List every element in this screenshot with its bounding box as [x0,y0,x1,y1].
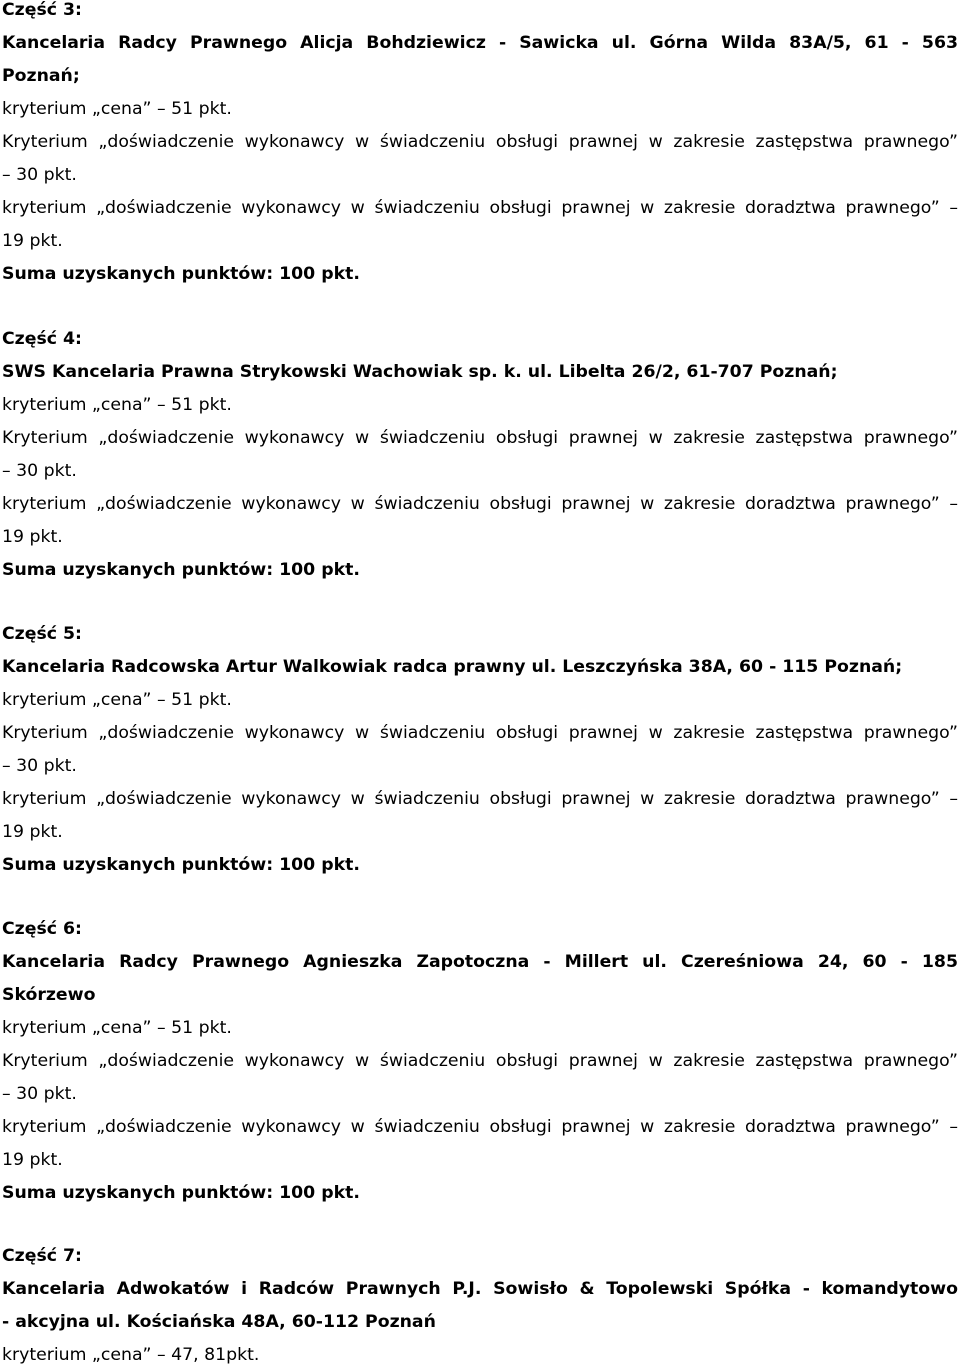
section-heading: Część 7: [2,1246,82,1266]
criterion-line: kryterium „doświadczenie wykonawcy w świadczeniu obsługi prawnej w zakresie doradztwa prawnego” – [2,789,958,809]
contractor-name-line: Poznań; [2,66,80,86]
criterion-line: 19 pkt. [2,822,63,842]
section-part-7 [2,1240,958,1372]
points-total: Suma uzyskanych punktów: 100 pkt. [2,855,360,875]
section-part-5 [2,618,958,882]
section-heading: Część 6: [2,919,82,939]
criterion-line: 19 pkt. [2,1150,63,1170]
criterion-line: kryterium „doświadczenie wykonawcy w świadczeniu obsługi prawnej w zakresie doradztwa prawnego” – [2,494,958,514]
criterion-line: kryterium „cena” – 47, 81pkt. [2,1345,260,1365]
criterion-line: 19 pkt. [2,231,63,251]
contractor-name-line: - akcyjna ul. Kościańska 48A, 60-112 Poznań [2,1312,436,1332]
criterion-line: 19 pkt. [2,527,63,547]
contractor-name-line: Kancelaria Radcowska Artur Walkowiak radca prawny ul. Leszczyńska 38A, 60 - 115 Poznań; [2,657,903,677]
section-part-3 [2,0,958,291]
criterion-line: kryterium „cena” – 51 pkt. [2,99,232,119]
contractor-name-line: SWS Kancelaria Prawna Strykowski Wachowiak sp. k. ul. Libelta 26/2, 61-707 Poznań; [2,362,838,382]
criterion-line: Kryterium „doświadczenie wykonawcy w świadczeniu obsługi prawnej w zakresie zastępstwa prawnego” [2,132,958,152]
contractor-name-line: Kancelaria Radcy Prawnego Alicja Bohdziewicz - Sawicka ul. Górna Wilda 83A/5, 61 - 563 [2,33,958,53]
section-heading: Część 5: [2,624,82,644]
contractor-name-line: Kancelaria Adwokatów i Radców Prawnych P.J. Sowisło & Topolewski Spółka - komandytowo [2,1279,958,1299]
criterion-line: Kryterium „doświadczenie wykonawcy w świadczeniu obsługi prawnej w zakresie zastępstwa prawnego” [2,723,958,743]
criterion-line: kryterium „doświadczenie wykonawcy w świadczeniu obsługi prawnej w zakresie doradztwa prawnego” – [2,1117,958,1137]
criterion-line: kryterium „doświadczenie wykonawcy w świadczeniu obsługi prawnej w zakresie doradztwa prawnego” – [2,198,958,218]
criterion-line: Kryterium „doświadczenie wykonawcy w świadczeniu obsługi prawnej w zakresie zastępstwa prawnego” [2,1051,958,1071]
section-heading: Część 4: [2,329,82,349]
criterion-line: – 30 pkt. [2,461,77,481]
points-total: Suma uzyskanych punktów: 100 pkt. [2,560,360,580]
section-part-4 [2,323,958,587]
criterion-line: kryterium „cena” – 51 pkt. [2,395,232,415]
criterion-line: – 30 pkt. [2,1084,77,1104]
points-total: Suma uzyskanych punktów: 100 pkt. [2,1183,360,1203]
points-total: Suma uzyskanych punktów: 100 pkt. [2,264,360,284]
contractor-name-line: Kancelaria Radcy Prawnego Agnieszka Zapotoczna - Millert ul. Czereśniowa 24, 60 - 185 [2,952,958,972]
criterion-line: kryterium „cena” – 51 pkt. [2,1018,232,1038]
section-heading: Część 3: [2,0,82,20]
criterion-line: kryterium „cena” – 51 pkt. [2,690,232,710]
section-part-6 [2,913,958,1210]
contractor-name-line: Skórzewo [2,985,96,1005]
criterion-line: – 30 pkt. [2,756,77,776]
criterion-line: – 30 pkt. [2,165,77,185]
criterion-line: Kryterium „doświadczenie wykonawcy w świadczeniu obsługi prawnej w zakresie zastępstwa prawnego” [2,428,958,448]
